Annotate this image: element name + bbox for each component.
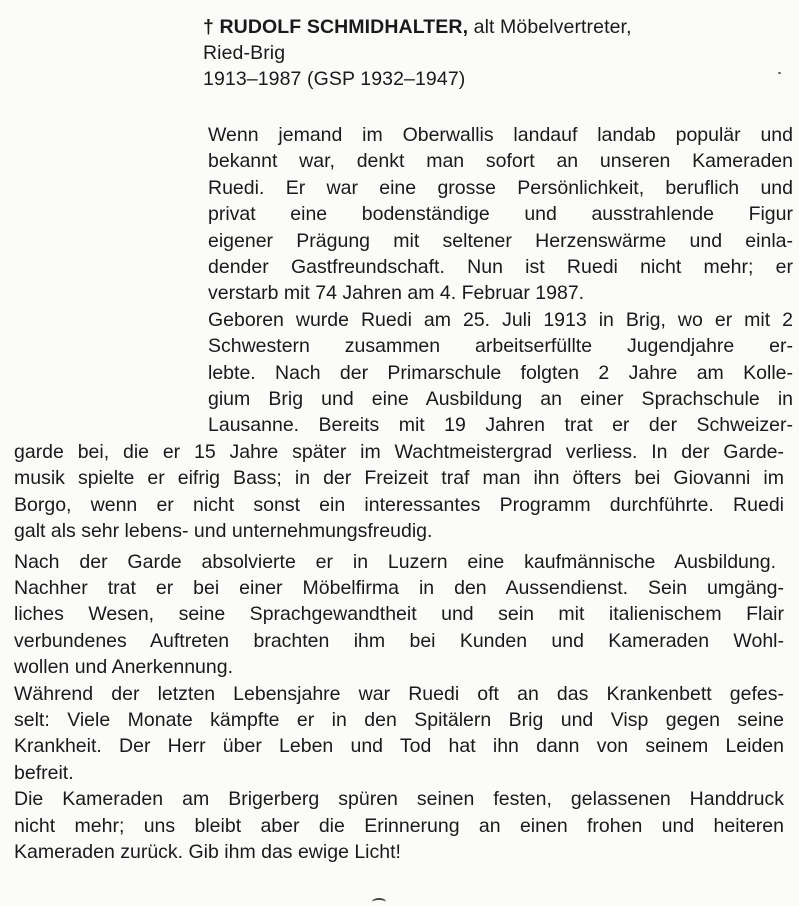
deceased-place: Ried-Brig (203, 42, 286, 64)
scan-speck (778, 72, 781, 74)
text-line: befreit. (14, 761, 74, 784)
paragraph-illness (14, 681, 794, 787)
text-line: Während der letzten Lebensjahre war Ruedi oft an das Krankenbett gefes- (14, 682, 784, 705)
header-name-line (203, 14, 763, 40)
paragraph-career (14, 549, 794, 681)
text-line: dender Gastfreundschaft. Nun ist Ruedi nicht mehr; er (208, 256, 793, 279)
paragraph-intro (14, 122, 794, 307)
text-line: privat eine bodenständige und ausstrahlende Figur (208, 203, 793, 226)
text-line: Ruedi. Er war eine grosse Persönlichkeit, beruflich und (208, 176, 793, 199)
text-line: Borgo, wenn er nicht sonst ein interessantes Programm durchführte. Ruedi (14, 493, 784, 516)
text-line: Schwestern zusammen arbeitserfüllte Jugendjahre er- (208, 335, 793, 358)
text-line: Lausanne. Bereits mit 19 Jahren trat er der Schweizer- (208, 414, 793, 437)
text-line: Nach der Garde absolvierte er in Luzern eine kaufmännische Ausbildung. (14, 550, 776, 573)
text-line: wollen und Anerkennung. (14, 656, 234, 679)
text-line: Wenn jemand im Oberwallis landauf landab populär und (208, 124, 793, 146)
text-line: nicht mehr; uns bleibt aber die Erinnerung an einen frohen und heiteren (14, 814, 784, 837)
text-line: selt: Viele Monate kämpfte er in den Spitälern Brig und Visp gegen seine (14, 708, 784, 731)
text-line: Kameraden zurück. Gib ihm das ewige Licht! (14, 840, 401, 863)
text-line: Krankheit. Der Herr über Leben und Tod hat ihn dann von seinem Leiden (14, 735, 784, 758)
text-line: Die Kameraden am Brigerberg spüren seinen festen, gelassenen Handdruck (14, 788, 784, 811)
text-line: liches Wesen, seine Sprachgewandtheit und sein mit italienischem Flair (14, 603, 784, 626)
text-line: garde bei, die er 15 Jahre später im Wachtmeistergrad verliess. In der Garde- (14, 440, 784, 463)
text-line: verstarb mit 74 Jahren am 4. Februar 1987. (208, 282, 585, 305)
text-line: bekannt war, denkt man sofort an unseren Kameraden (208, 150, 793, 173)
text-line: gium Brig und eine Ausbildung an einer Sprachschule in (208, 388, 793, 411)
deceased-dates: 1913–1987 (GSP 1932–1947) (203, 68, 466, 90)
text-line: Geboren wurde Ruedi am 25. Juli 1913 in Brig, wo er mit 2 (208, 308, 793, 331)
text-line: musik spielte er eifrig Bass; in der Freizeit traf man ihn öfters bei Giovanni im (14, 467, 784, 490)
obituary-header (203, 14, 763, 92)
text-line: lebte. Nach der Primarschule folgten 2 Jahre am Kolle- (208, 361, 793, 384)
deceased-name: RUDOLF SCHMIDHALTER, (219, 16, 469, 38)
deceased-role: alt Möbelvertreter, (468, 16, 632, 38)
text-line: eigener Prägung mit seltener Herzenswärme und einla- (208, 229, 793, 252)
text-line: Nachher trat er bei einer Möbelfirma in den Aussendienst. Sein umgäng- (14, 576, 784, 599)
paragraph-farewell (14, 786, 794, 865)
cross-symbol: † (203, 16, 214, 38)
text-line: verbundenes Auftreten brachten ihm bei Kunden und Kameraden Wohl- (14, 629, 784, 652)
obituary-body (14, 122, 794, 865)
text-line: galt als sehr lebens- und unternehmungsfreudig. (14, 520, 433, 543)
paragraph-youth (14, 307, 794, 545)
